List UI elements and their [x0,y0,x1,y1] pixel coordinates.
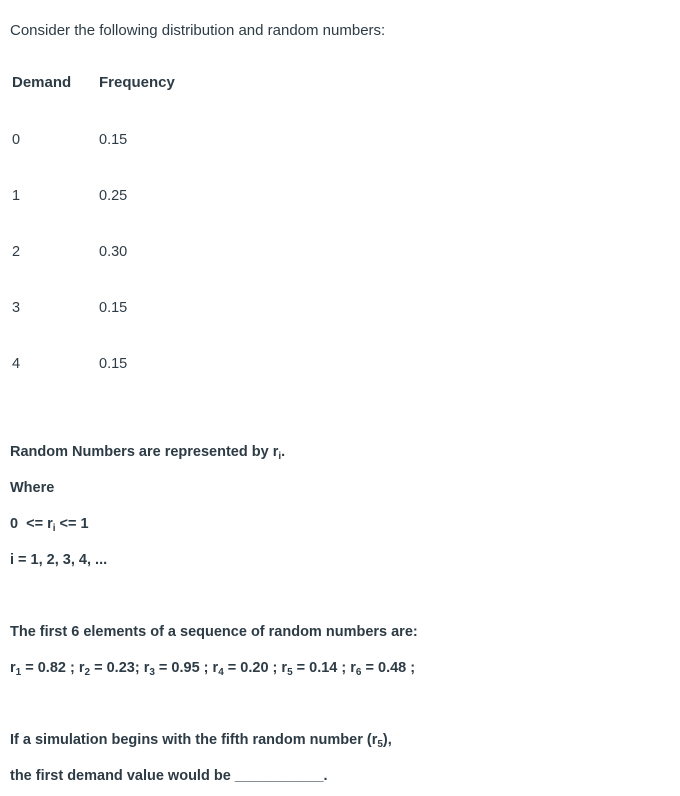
frequency-header: Frequency [99,74,175,91]
demand-cell-2: 2 [12,244,21,260]
seq-item: $r_5 = 0.14$ ; [281,660,351,678]
where-label: Where [10,480,55,496]
frequency-cell-3: 0.15 [99,300,128,316]
frequency-cell-2: 0.30 [99,244,128,260]
seq-item: $r_4 = 0.20$ ; [212,660,282,678]
sequence-values [10,660,415,676]
frequency-cell-1: 0.25 [99,188,128,204]
sequence-intro: The first 6 elements of a sequence of random numbers are: [10,624,418,640]
demand-header: Demand [12,74,72,91]
seq-item: $r_3 = 0.95$ ; [143,660,213,678]
demand-cell-1: 1 [12,188,21,204]
random-numbers-description: Random Numbers are represented by $r_i$. [10,444,286,462]
seq-item: $r_1 = 0.82$ ; [10,660,79,678]
demand-cell-0: 0 [12,132,21,148]
frequency-cell-4: 0.15 [99,356,128,372]
constraint-text: $0 <= r_i <= 1$ [10,516,89,534]
demand-cell-4: 4 [12,356,21,372]
seq-item: $r_2 = 0.23$; [78,660,144,678]
frequency-cell-0: 0.15 [99,132,128,148]
question-line-2: the first demand value would be ___________. [10,768,328,784]
intro-text: Consider the following distribution and random numbers: [10,22,386,39]
answer-blank[interactable]: ___________. [234,768,328,784]
seq-item: $r_6 = 0.48$ ; [350,660,416,678]
demand-cell-3: 3 [12,300,21,316]
question-line-1: If a simulation begins with the fifth random number $(r_5)$, [10,732,392,750]
index-text: i = 1, 2, 3, 4, ... [10,552,108,568]
